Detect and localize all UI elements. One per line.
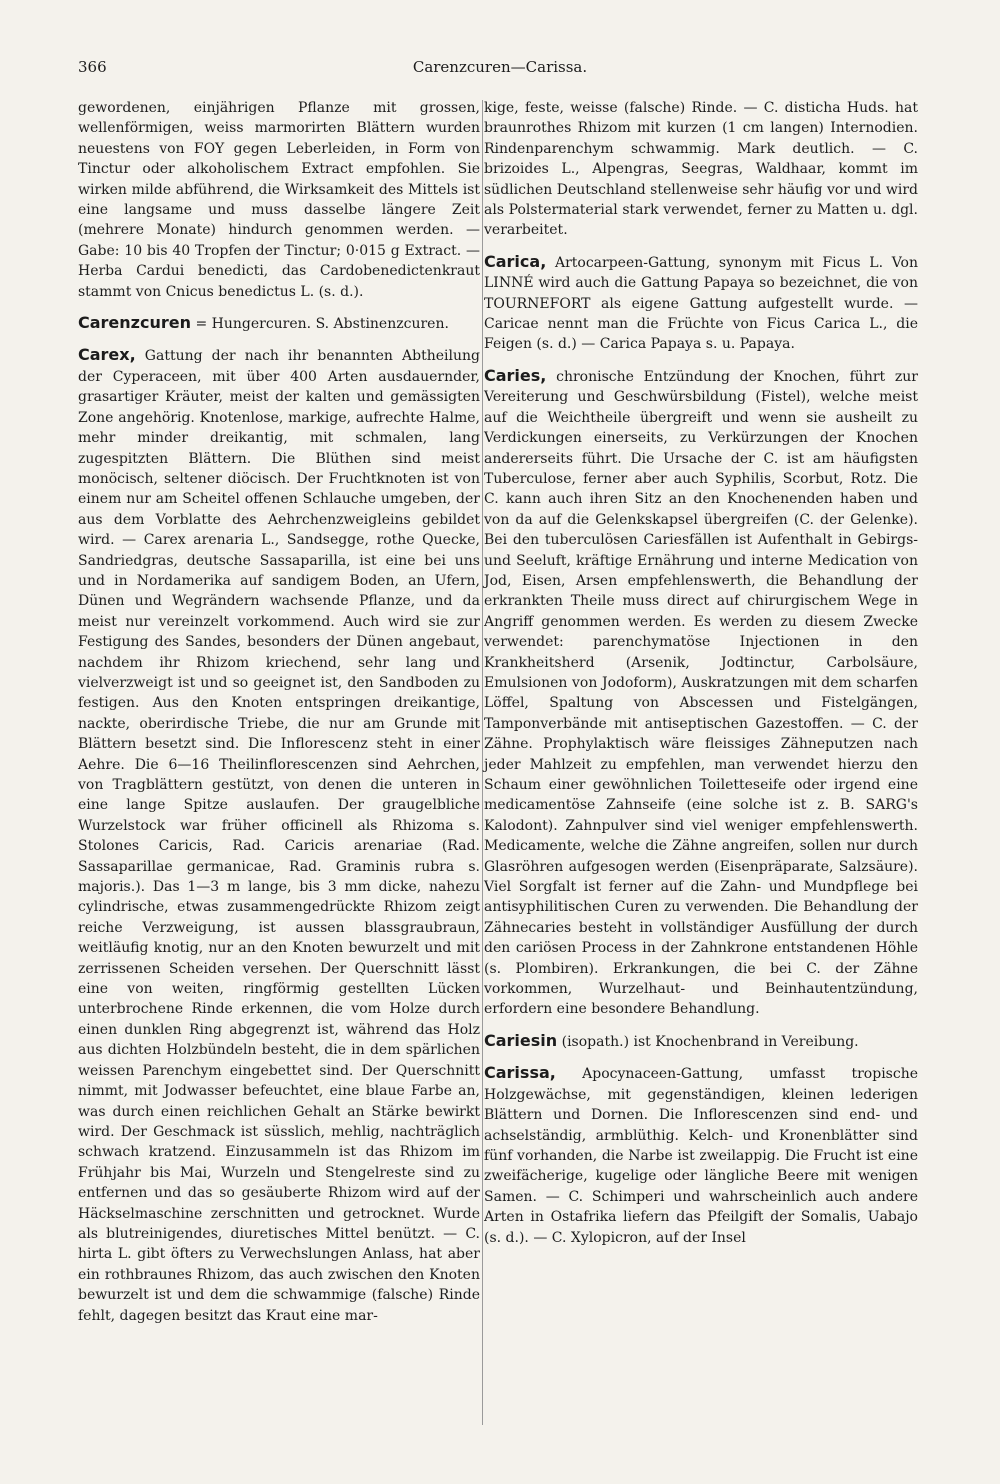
right-column <box>484 98 918 1248</box>
entry-continuation-left: gewordenen, einjährigen Pflanze mit grossen, wellenförmigen, weiss marmorirten Blättern wurden neuestens von FOY gegen Leberleiden, in Form von Tinctur oder alkoholischem Extract empfohlen. Sie wirken milde abführend, die Wirksamkeit des Mittels ist eine langsame und muss dasselbe längere Zeit (mehrere Monate) hindurch genommen werden. — Gabe: 10 bis 40 Tropfen der Tinctur; 0·015 g Extract. — Herba Cardui benedicti, das Cardobenedictenkraut stammt von Cnicus benedictus L. (s. d.). <box>78 100 480 300</box>
page-number: 366 <box>78 58 107 76</box>
lemma-caries: Caries, <box>484 365 547 385</box>
running-title: Carenzcuren—Carissa. <box>412 58 588 76</box>
lemma-carica: Carica, <box>484 251 547 271</box>
entry-caries <box>484 366 918 1020</box>
entry-cariesin <box>484 1031 918 1052</box>
lemma-cariesin: Cariesin <box>484 1030 558 1050</box>
entry-continuation-right: kige, feste, weisse (falsche) Rinde. — C. disticha Huds. hat braunrothes Rhizom mit kurzen (1 cm langen) Internodien. Rindenparenchym schwammig. Mark deutlich. — C. brizoides L., Alpengras, Seegras, Waldhaar, kommt im südlichen Deutschland stellenweise sehr häufig vor und wird als Polstermaterial stark verwendet, ferner zu Matten u. dgl. verarbeitet. <box>484 100 918 239</box>
entry-carica <box>484 252 918 355</box>
entry-text-carissa: Apocynaceen-Gattung, umfasst tropische Holzgewächse, mit gegenständigen, kleinen lederigen Blättern und Dornen. Die Inflorescenzen sind end- und achselständig, armblüthig. Kelch- und Kronenblätter sind fünf vorhanden, die Narbe ist zweilappig. Die Frucht ist eine zweifächerige, kugelige oder längliche Beere mit wenigen Samen. — C. Schimperi und wahrscheinlich auch andere Arten in Ostafrika liefern das Pfeilgift der Somalis, Uabajo (s. d.). — C. Xylopicron, auf der Insel <box>484 1066 918 1246</box>
entry-text-cariesin: (isopath.) ist Knochenbrand in Vereibung. <box>557 1033 859 1050</box>
entry-text-carica: Artocarpeen-Gattung, synonym mit Ficus L. Von LINNÉ wird auch die Gattung Papaya so bezeichnet, die von TOURNEFORT als eigene Gattung aufgestellt wurde. — Caricae nennt man die Früchte von Ficus Carica L., die Feigen (s. d.) — Carica Papaya s. u. Papaya. <box>484 254 918 353</box>
page-header <box>0 58 1000 82</box>
column-divider <box>482 100 483 1425</box>
entry-carex <box>78 345 480 1326</box>
left-column <box>78 98 480 1326</box>
lemma-carex: Carex, <box>78 345 136 365</box>
entry-carissa <box>484 1063 918 1248</box>
entry-carenzcuren <box>78 313 480 334</box>
entry-text-carenzcuren: = Hungercuren. S. Abstinenzcuren. <box>191 316 449 333</box>
lemma-carissa: Carissa, <box>484 1063 556 1083</box>
lemma-carenzcuren: Carenzcuren <box>78 313 191 333</box>
entry-text-caries: chronische Entzündung der Knochen, führt zur Vereiterung und Geschwürsbildung (Fistel), welche meist auf die Weichtheile übergreift und wenn sie ausheilt zu Verdickungen einerseits, zu Verkürzungen der Knochen andererseits führt. Die Ursache der C. ist am häufigsten Tuberculose, ferner aber auch Syphilis, Scorbut, Rotz. Die C. kann auch ihren Sitz an den Knochenenden haben und von da auf die Gelenkskapsel übergreifen (C. der Gelenke). Bei den tuberculösen Cariesfällen ist Aufenthalt in Gebirgs- und Seeluft, kräftige Ernährung und interne Medication von Jod, Eisen, Arsen empfehlenswerth, die Behandlung der erkrankten Theile muss direct auf chirurgischem Wege in Angriff genommen werden. Es werden zu diesem Zwecke verwendet: parenchymatöse Injectionen in den Krankheitsherd (Arsenik, Jodtinctur, Carbolsäure, Emulsionen von Jodoform), Auskratzungen mit dem scharfen Löffel, Spaltung von Abscessen und Fistelgängen, Tamponverbände mit antiseptischen Gazestoffen. — C. der Zähne. Prophylaktisch wäre fleissiges Zähneputzen nach jeder Mahlzeit zu empfehlen, man verwendet hierzu den Schaum einer gewöhnlichen Toiletteseife oder irgend eine medicamentöse Zahnseife (eine solche ist z. B. SARG's Kalodont). Zahnpulver sind viel weniger empfehlenswerth. Medicamente, welche die Zähne angreifen, sollen nur durch Glasröhren aufgesogen werden (Eisenpräparate, Salzsäure). Viel Sorgfalt ist ferner auf die Zahn- und Mundpflege bei antisyphilitischen Curen zu verwenden. Die Behandlung der Zähnecaries besteht in vollständiger Ausfüllung der durch den cariösen Process in der Zahnkrone entstandenen Höhle (s. Plombiren). Erkrankungen, die bei C. der Zähne vorkommen, Wurzelhaut- und Beinhautentzündung, erfordern eine besondere Behandlung. <box>484 368 918 1018</box>
entry-text-carex: Gattung der nach ihr benannten Abtheilung der Cyperaceen, mit über 400 Arten ausdauernder, grasartiger Kräuter, meist der kalten und gemässigten Zone angehörig. Knotenlose, markige, aufrechte Halme, mehr minder dreikantig, mit schmalen, lang zugespitzten Blättern. Die Blüthen sind meist monöcisch, seltener diöcisch. Der Fruchtknoten ist von einem nur am Scheitel offenen Schlauche umgeben, der aus dem Vorblatte des Aehrchenzweigleins gebildet wird. — Carex arenaria L., Sandsegge, rothe Quecke, Sandriedgras, deutsche Sassaparilla, ist eine bei uns und in Nordamerika auf sandigem Boden, an Ufern, Dünen und Wegrändern wachsende Pflanze, und da meist nur vereinzelt vorkommend. Auch wird sie zur Festigung des Sandes, besonders der Dünen angebaut, nachdem ihr Rhizom kriechend, sehr lang und vielverzweigt ist und so geeignet ist, den Sandboden zu festigen. Aus den Knoten entspringen dreikantige, nackte, oberirdische Triebe, die nur am Grunde mit Blättern besetzt sind. Die Inflorescenz steht in einer Aehre. Die 6—16 Theilinflorescenzen sind Aehrchen, von Tragblättern gestützt, von denen die unteren in eine lange Spitze auslaufen. Der graugelbliche Wurzelstock war früher officinell als Rhizoma s. Stolones Caricis, Rad. Caricis arenariae (Rad. Sassaparillae germanicae, Rad. Graminis rubra s. majoris.). Das 1—3 m lange, bis 3 mm dicke, nahezu cylindrische, etwas zusammengedrückte Rhizom zeigt reiche Verzweigung, ist aussen blassgraubraun, weitläufig knotig, nur an den Knoten bewurzelt und mit zerrissenen Scheiden versehen. Der Querschnitt lässt eine von weiten, ringförmig gestellten Lücken unterbrochene Rinde erkennen, die vom Holze durch einen dunklen Ring abgegrenzt ist, während das Holz aus dichten Holzbündeln besteht, die in dem spärlichen weissen Parenchym eingebettet sind. Der Querschnitt nimmt, mit Jodwasser befeuchtet, eine blaue Farbe an, was durch einen reichlichen Gehalt an Stärke bewirkt wird. Der Geschmack ist süsslich, mehlig, nachträglich schwach kratzend. Einzusammeln ist das Rhizom im Frühjahr bis Mai, Wurzeln und Stengelreste sind zu entfernen und das so gesäuberte Rhizom wird auf der Häckselmaschine zerschnitten und getrocknet. Wurde als blutreinigendes, diuretisches Mittel benützt. — C. hirta L. gibt öfters zu Verwechslungen Anlass, hat aber ein rothbraunes Rhizom, das auch zwischen den Knoten bewurzelt ist und dem die schwammige (falsche) Rinde fehlt, dagegen besitzt das Kraut eine mar- <box>78 348 480 1324</box>
